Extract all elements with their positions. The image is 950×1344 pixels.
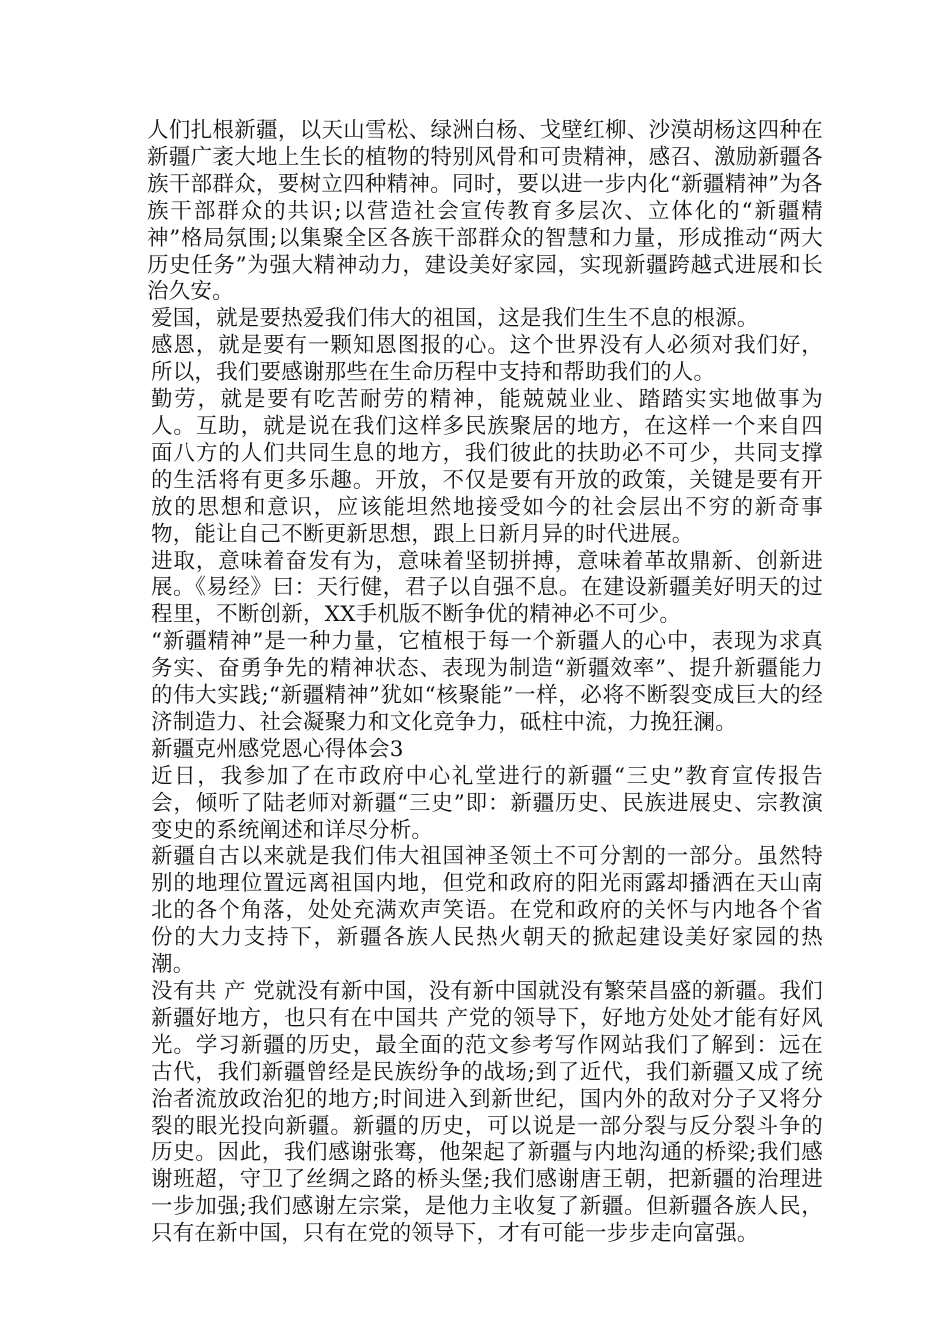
paragraph-7: 近日，我参加了在市政府中心礼堂进行的新疆“三史”教育宣传报告会，倾听了陆老师对新疆“三史”即：新疆历史、民族进展史、宗教演变史的系统阐述和详尽分析。 <box>151 763 823 843</box>
paragraph-6: “新疆精神”是一种力量，它植根于每一个新疆人的心中，表现为求真务实、奋勇争先的精神状态、表现为制造“新疆效率”、提升新疆能力的伟大实践;“新疆精神”犹如“核聚能”一样，必将不断裂变成巨大的经济制造力、社会凝聚力和文化竞争力，砥柱中流，力挽狂澜。 <box>151 629 823 735</box>
document-body <box>147 118 823 1248</box>
paragraph-3: 感恩，就是要有一颗知恩图报的心。这个世界没有人必须对我们好，所以，我们要感谢那些在生命历程中支持和帮助我们的人。 <box>151 333 823 386</box>
paragraph-5: 进取，意味着奋发有为，意味着坚韧拼搏，意味着革故鼎新、创新进展。《易经》曰：天行健，君子以自强不息。在建设新疆美好明天的过程里，不断创新，XX手机版不断争优的精神必不可少。 <box>151 548 823 628</box>
paragraph-9: 没有共 产 党就没有新中国，没有新中国就没有繁荣昌盛的新疆。我们新疆好地方，也只有在中国共 产党的领导下，好地方处处才能有好风光。学习新疆的历史，最全面的范文参考写作网站我们了解到：远在古代，我们新疆曾经是民族纷争的战场;到了近代，我们新疆又成了统治者流放政治犯的地方;时间进入到新世纪，国内外的敌对分子又将分裂的眼光投向新疆。新疆的历史，可以说是一部分裂与反分裂斗争的历史。因此，我们感谢张骞，他架起了新疆与内地沟通的桥梁;我们感谢班超，守卫了丝绸之路的桥头堡;我们感谢唐王朝，把新疆的治理进一步加强;我们感谢左宗棠，是他力主收复了新疆。但新疆各族人民，只有在新中国，只有在党的领导下，才有可能一步步走向富强。 <box>151 979 823 1247</box>
section-heading: 新疆克州感党恩心得体会3 <box>151 736 404 762</box>
paragraph-8: 新疆自古以来就是我们伟大祖国神圣领土不可分割的一部分。虽然特别的地理位置远离祖国内地，但党和政府的阳光雨露却播洒在天山南北的各个角落，处处充满欢声笑语。在党和政府的关怀与内地各个省份的大力支持下，新疆各族人民热火朝天的掀起建设美好家园的热潮。 <box>151 844 823 978</box>
paragraph-2: 爱国，就是要热爱我们伟大的祖国，这是我们生生不息的根源。 <box>151 306 759 332</box>
paragraph-4: 勤劳，就是要有吃苦耐劳的精神，能兢兢业业、踏踏实实地做事为人。互助，就是说在我们这样多民族聚居的地方，在这样一个来自四面八方的人们共同生息的地方，我们彼此的扶助必不可少，共同支撑的生活将有更多乐趣。开放，不仅是要有开放的政策，关键是要有开放的思想和意识，应该能坦然地接受如今的社会层出不穷的新奇事物，能让自己不断更新思想，跟上日新月异的时代进展。 <box>151 387 823 547</box>
paragraph-1: 人们扎根新疆，以天山雪松、绿洲白杨、戈壁红柳、沙漠胡杨这四种在新疆广袤大地上生长的植物的特别风骨和可贵精神，感召、激励新疆各族干部群众，要树立四种精神。同时，要以进一步内化“新疆精神”为各族干部群众的共识;以营造社会宣传教育多层次、立体化的“新疆精神”格局氛围;以集聚全区各族干部群众的智慧和力量，形成推动“两大历史任务”为强大精神动力，建设美好家园，实现新疆跨越式进展和长治久安。 <box>147 118 823 305</box>
